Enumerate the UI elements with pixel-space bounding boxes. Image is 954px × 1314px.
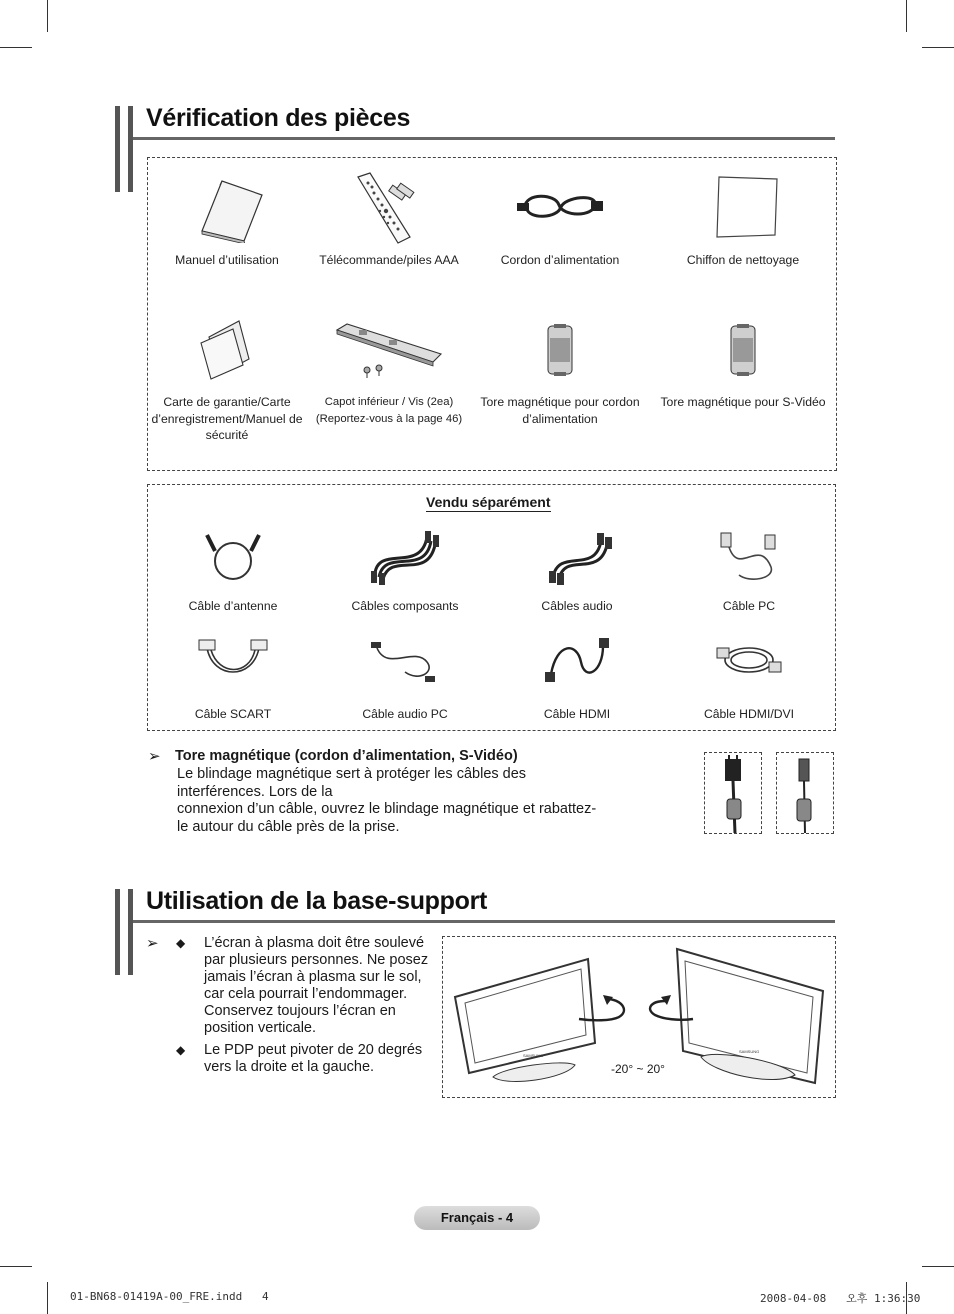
ferrite-power-illustration xyxy=(704,752,762,834)
section-rule xyxy=(133,920,835,923)
item-power-cord xyxy=(475,168,645,269)
audio-cable-icon xyxy=(537,527,617,587)
footer-filename: 01-BN68-01419A-00_FRE.indd 4 xyxy=(70,1290,269,1303)
item-cloth xyxy=(658,168,828,269)
item-audio-cables xyxy=(492,520,662,615)
note-arrow-icon: ➢ xyxy=(146,935,159,952)
section-bar xyxy=(115,889,133,975)
ferrite-svideo-illustration xyxy=(776,752,834,834)
component-cable-icon xyxy=(365,527,445,587)
item-hdmi-dvi-cable xyxy=(664,630,834,723)
swivel-angle-label: -20° ~ 20° xyxy=(611,1062,665,1076)
item-antenna-cable xyxy=(148,520,318,615)
section-bar xyxy=(115,106,133,192)
item-remote xyxy=(304,168,474,269)
item-label: Télécommande/piles AAA xyxy=(319,253,459,267)
item-ferrite-svideo xyxy=(658,310,828,411)
item-label: Capot inférieur / Vis (2ea) (Reportez-vous à la page 46) xyxy=(315,396,463,425)
antenna-cable-icon xyxy=(193,527,273,587)
item-pc-cable xyxy=(664,520,834,615)
cover-screws-icon xyxy=(329,320,449,380)
crop-mark xyxy=(906,0,907,32)
crop-mark xyxy=(0,1266,32,1267)
crop-mark xyxy=(922,47,954,48)
item-label: Câbles audio xyxy=(541,599,613,613)
item-label: Manuel d’utilisation xyxy=(175,253,279,267)
item-component-cables xyxy=(320,520,490,615)
crop-mark xyxy=(47,0,48,32)
ferrite-plug-icon xyxy=(705,753,761,833)
bullet-text: L’écran à plasma doit être soulevé par plusieurs personnes. Ne posez jamais l’écran à plasma sur le sol, car cela pourrait l’endommager. Conservez toujours l’écran en position verticale. xyxy=(204,935,429,1036)
item-pc-audio-cable xyxy=(320,630,490,723)
item-hdmi-cable xyxy=(492,630,662,723)
tv-brand: SAMSUNG xyxy=(739,1049,760,1054)
item-label: Cordon d’alimentation xyxy=(500,253,620,267)
note-arrow-icon: ➢ xyxy=(148,748,161,765)
ferrite-plug-icon xyxy=(777,753,833,833)
section-title: Vérification des pièces xyxy=(146,104,411,132)
cards-icon xyxy=(187,315,267,385)
item-cover-screws xyxy=(304,310,474,427)
section-title: Utilisation de la base-support xyxy=(146,887,488,915)
hdmi-dvi-cable-icon xyxy=(709,632,789,688)
footer-timestamp: 2008-04-08 오후 1:36:30 xyxy=(760,1292,921,1305)
pc-audio-cable-icon xyxy=(365,632,445,688)
item-label: Câble audio PC xyxy=(362,707,448,721)
diamond-bullet-icon: ◆ xyxy=(176,1043,186,1057)
ferrite-core-icon xyxy=(540,320,580,380)
cloth-icon xyxy=(703,173,783,243)
item-warranty-cards xyxy=(142,310,312,444)
bullet-text: Le PDP peut pivoter de 20 degrés vers la droite et la gauche. xyxy=(204,1042,423,1075)
crop-mark xyxy=(47,1282,48,1314)
item-scart-cable xyxy=(148,630,318,723)
remote-icon xyxy=(344,171,434,246)
note-line: le autour du câble près de la prise. xyxy=(177,818,400,835)
page-label: Français - 4 xyxy=(414,1206,540,1230)
item-label: Câble HDMI xyxy=(543,707,611,721)
pc-cable-icon xyxy=(709,527,789,587)
manual-icon xyxy=(182,173,272,243)
item-label: Câble d’antenne xyxy=(188,599,278,613)
item-label: Tore magnétique pour S-Vidéo xyxy=(660,395,826,409)
note-line: interférences. Lors de la xyxy=(177,783,333,800)
note-heading: Tore magnétique (cordon d’alimentation, S-Vidéo) xyxy=(175,748,518,764)
item-label: Câbles composants xyxy=(351,599,459,613)
diamond-bullet-icon: ◆ xyxy=(176,936,186,950)
note-line: Le blindage magnétique sert à protéger les câbles des xyxy=(177,766,527,782)
hdmi-cable-icon xyxy=(537,632,617,688)
tv-brand: SAMSUNG xyxy=(523,1053,544,1058)
item-label: Carte de garantie/Carte d’enregistrement/Manuel de sécurité xyxy=(151,395,303,442)
note-line: connexion d’un câble, ouvrez le blindage magnétique et rabattez- xyxy=(177,801,597,817)
bullet-item xyxy=(176,1042,437,1076)
item-label: Câble HDMI/DVI xyxy=(703,707,795,721)
scart-cable-icon xyxy=(193,632,273,688)
crop-mark xyxy=(922,1266,954,1267)
sold-separately-heading: Vendu séparément xyxy=(426,494,551,510)
item-label: Tore magnétique pour cordon d’alimentation xyxy=(480,395,640,426)
item-label: Câble SCART xyxy=(194,707,272,721)
item-manual xyxy=(142,168,312,269)
section-rule xyxy=(133,137,835,140)
ferrite-core-icon xyxy=(723,320,763,380)
item-label: Câble PC xyxy=(722,599,776,613)
crop-mark xyxy=(0,47,32,48)
bullet-item xyxy=(176,935,437,1037)
power-cord-icon xyxy=(515,183,605,233)
item-label: Chiffon de nettoyage xyxy=(686,253,800,267)
item-ferrite-power xyxy=(475,310,645,427)
note-body xyxy=(177,766,617,836)
